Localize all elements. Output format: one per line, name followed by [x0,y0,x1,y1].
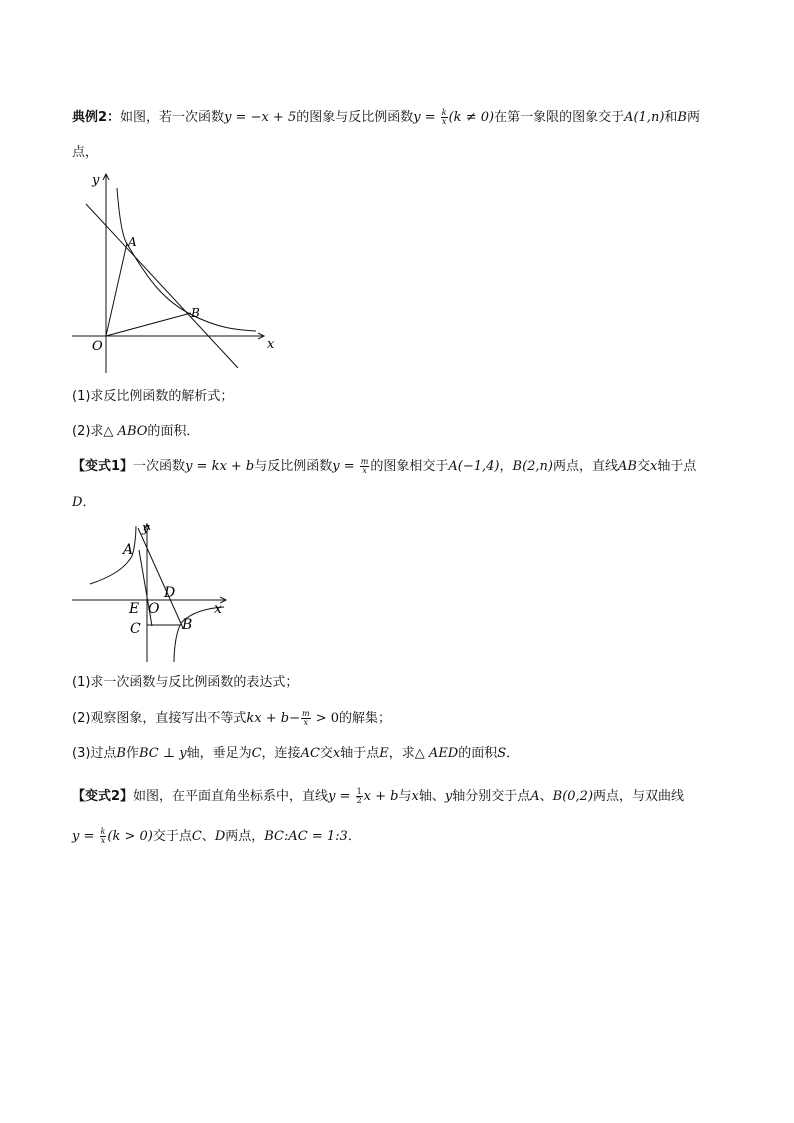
triangle: △ AED [414,746,459,761]
c-label: C [130,621,141,637]
variant1-figure [68,520,232,666]
y-label: y [92,173,100,188]
text: 交于点 [152,829,192,844]
math: x [332,746,341,761]
variant1-q2 [72,710,391,728]
variant2-line1 [72,788,684,806]
math: y = [413,110,440,125]
text: 与反比例函数 [254,459,333,474]
math: B [116,746,126,761]
text: 如图，在平面直角坐标系中，直线 [133,789,329,804]
example2-q1: (1)求反比例函数的解析式； [72,389,234,404]
text: 与 [398,789,412,804]
line-ab [86,204,238,368]
point-a: A(1,n) [624,110,665,125]
x-label: x [267,337,275,352]
e-label: E [129,601,140,617]
math: x [650,459,658,474]
text: 轴于点 [340,746,380,761]
math: kx + b− [246,711,301,726]
text: 两 [686,110,700,125]
point-a: A(−1,4) [448,459,500,474]
frac-num: 1 [356,787,362,796]
condition: (k ≠ 0) [448,110,495,125]
b-label: B [191,306,200,320]
example2-line1 [72,109,700,127]
text: 如图，若一次函数 [120,110,225,125]
text: 轴、 [418,789,445,804]
text: ． [82,495,96,510]
point-b: B [677,110,687,125]
a-label: A [123,542,134,558]
math: y = [72,829,99,844]
frac-den: x [100,836,106,845]
text: 作 [125,746,139,761]
fraction [356,788,363,805]
variant1-line2 [72,494,95,512]
text: 的图象与反比例函数 [296,110,414,125]
text: 的图象相交于 [370,459,449,474]
example2-q2 [72,423,199,441]
text: (2)求 [72,424,104,439]
point-b: B(2,n) [512,459,554,474]
linear-function: y = −x + 5 [224,110,297,125]
text: ． [506,746,520,761]
text: 两点， [225,829,265,844]
d-label: D [164,585,176,601]
math: AC [300,746,320,761]
frac-num: k [441,108,447,117]
x-label: x [214,601,222,617]
segment-oa [106,243,127,336]
condition: (k > 0) [107,829,153,844]
text: 的解集； [339,711,392,726]
text: 和 [664,110,678,125]
math: D [214,829,226,844]
text: 轴于点 [657,459,697,474]
variant1-q1: (1)求一次函数与反比例函数的表达式； [72,675,299,690]
y-label: y [142,521,150,536]
math: x + b [363,789,399,804]
a-label: A [128,235,137,249]
math: y = [332,459,359,474]
math: y = kx + b [185,459,255,474]
fraction [100,828,107,845]
text: ，求 [388,746,415,761]
math: y [444,789,453,804]
line-ab [138,528,183,628]
math: A [530,789,540,804]
segment-ob [106,313,191,336]
text: (2)观察图象，直接写出不等式 [72,711,247,726]
math: > 0 [311,711,340,726]
text: ，连接 [261,746,301,761]
fraction [441,109,448,126]
text: 、 [201,829,215,844]
frac-den: 2 [356,796,362,805]
text: 在第一象限的图象交于 [494,110,625,125]
math: C [251,746,262,761]
text: ， [499,459,513,474]
b-label: B [182,617,193,633]
triangle: △ ABO [103,424,148,439]
point-b: B(0,2) [552,789,594,804]
text: 两点，直线 [553,459,619,474]
math: x [411,789,419,804]
fraction [360,458,370,475]
text: 交 [319,746,333,761]
variant1-label: 【变式1】 [72,459,134,474]
text: 一次函数 [133,459,186,474]
text: 轴，垂足为 [186,746,252,761]
math: BC ⊥ y [139,746,187,761]
example2-line2: 点， [72,145,99,160]
frac-den: x [362,466,367,475]
variant1-q3 [72,745,519,763]
text: ． [347,829,361,844]
text: 交 [636,459,650,474]
text: 两点，与双曲线 [593,789,685,804]
frac-num: m [302,709,310,718]
frac-num: m [360,457,369,466]
ratio: BC:AC = 1:3 [264,829,348,844]
frac-num: k [100,827,106,836]
example2-label: 典例2： [72,110,121,125]
text: 、 [539,789,553,804]
math: E [379,746,389,761]
text: 的面积． [147,424,200,439]
variant1-line1 [72,458,696,476]
math: C [191,829,202,844]
math: y = [328,789,355,804]
variant2-label: 【变式2】 [72,789,134,804]
o-label: O [148,601,160,617]
text: (3)过点 [72,746,117,761]
text: 的面积 [458,746,498,761]
fraction [301,710,311,727]
frac-den: x [441,117,447,126]
text: 轴分别交于点 [452,789,531,804]
frac-den: x [303,718,309,727]
example2-figure [68,168,280,378]
math: S [497,746,507,761]
math: AB [618,459,637,474]
point-d: D [72,495,83,510]
origin-label: O [92,339,103,354]
variant2-line2 [72,828,361,846]
